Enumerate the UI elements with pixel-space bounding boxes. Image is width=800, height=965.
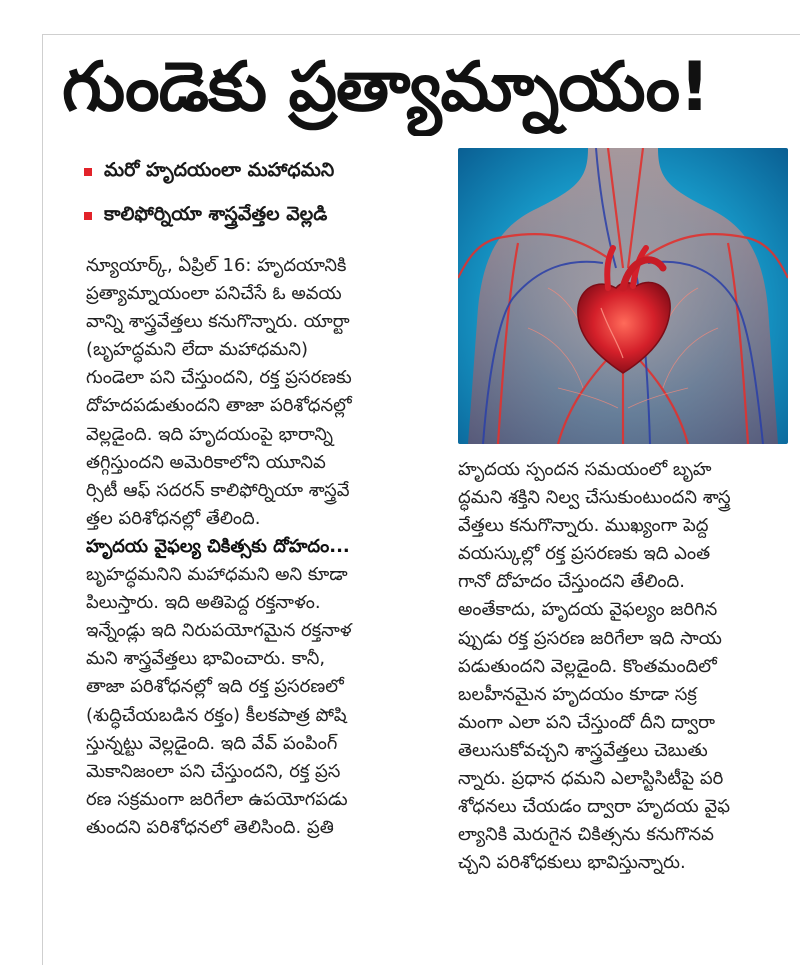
body-line: గుండెలా పని చేస్తుందని, రక్త ప్రసరణకు — [86, 367, 352, 389]
body-line: ర్సిటీ ఆఫ్ సదరన్ కాలిఫోర్నియా శాస్త్రవే — [86, 479, 350, 501]
body-line: బృహద్ధమనిని మహాధమని అని కూడా — [86, 564, 348, 586]
body-line: మని శాస్త్రవేత్తలు భావించారు. కానీ, — [86, 648, 326, 670]
body-line: గానో దోహదం చేస్తుందని తేలింది. — [458, 571, 685, 593]
body-line: న్యూయార్క్, ఏప్రిల్ 16: హృదయానికి — [86, 255, 347, 276]
body-line: శోధనలు చేయడం ద్వారా హృదయ వైఫ — [458, 796, 730, 818]
subheading: హృదయ వైఫల్య చికిత్సకు దోహదం... — [86, 535, 350, 557]
left-column — [86, 252, 446, 842]
circulatory-system-illustration — [458, 148, 788, 444]
body-line: ఇన్నేండ్లు ఇది నిరుపయోగమైన రక్తనాళ — [86, 620, 352, 642]
bullet-item — [84, 150, 454, 194]
headline: గుండెకు ప్రత్యామ్నాయం! — [62, 48, 710, 127]
body-line: తాజా పరిశోధనల్లో ఇది రక్త ప్రసరణలో — [86, 676, 344, 698]
body-line: తెలుసుకోవచ్చని శాస్త్రవేత్తలు చెబుతు — [458, 739, 708, 761]
body-line: ల్యానికి మెరుగైన చికిత్సను కనుగొనవ — [458, 824, 714, 846]
bullet-text: మరో హృదయంలా మహాధమని — [104, 158, 335, 181]
circulatory-system-graphic — [458, 148, 788, 444]
body-line: వాన్ని శాస్త్రవేత్తలు కనుగొన్నారు. యార్టా — [86, 311, 350, 333]
body-line: మెకానిజంలా పని చేస్తుందని, రక్త ప్రస — [86, 760, 341, 782]
bullet-item — [84, 194, 454, 238]
body-line: (బృహద్ధమని లేదా మహాధమని) — [86, 339, 308, 361]
body-line: హృదయ స్పందన సమయంలో బృహ — [458, 459, 712, 480]
body-line: త్తల పరిశోధనల్లో తేలింది. — [86, 507, 261, 529]
bullet-square-icon — [84, 212, 92, 220]
body-line: తుందని పరిశోధనలో తెలిసింది. ప్రతి — [86, 816, 334, 838]
body-line: రణ సక్రమంగా జరిగేలా ఉపయోగపడు — [86, 788, 348, 810]
body-line: బలహీనమైన హృదయం కూడా సక్ర — [458, 683, 697, 705]
body-line: అంతేకాదు, హృదయ వైఫల్యం జరిగిన — [458, 599, 718, 621]
body-line: ప్రత్యామ్నాయంలా పనిచేసే ఓ అవయ — [86, 283, 342, 305]
body-line: (శుద్ధిచేయబడిన రక్తం) కీలకపాత్ర పోషి — [86, 704, 347, 726]
body-line: న్నారు. ప్రధాన ధమని ఎలాస్టిసిటీపై పరి — [458, 768, 724, 790]
body-line: పిలుస్తారు. ఇది అతిపెద్ద రక్తనాళం. — [86, 592, 321, 614]
body-line: తగ్గిస్తుందని అమెరికాలోని యూనివ — [86, 451, 326, 473]
bullet-square-icon — [84, 168, 92, 176]
body-line: మంగా ఎలా పని చేస్తుందో దీని ద్వారా — [458, 711, 715, 733]
bullet-text: కాలిఫోర్నియా శాస్త్రవేత్తల వెల్లడి — [104, 202, 328, 225]
body-line: వయస్కుల్లో రక్త ప్రసరణకు ఇది ఎంత — [458, 543, 711, 565]
body-line: స్తున్నట్టు వెల్లడైంది. ఇది వేవ్ పంపింగ్ — [86, 732, 338, 754]
frame-left-rule — [42, 34, 43, 965]
body-line: వెల్లడైంది. ఇది హృదయంపై భారాన్ని — [86, 423, 334, 445]
body-line: వేత్తలు కనుగొన్నారు. ముఖ్యంగా పెద్ద — [458, 515, 709, 537]
frame-top-rule — [42, 34, 800, 35]
body-line: దోహదపడుతుందని తాజా పరిశోధనల్లో — [86, 395, 352, 417]
body-line: చ్చని పరిశోధకులు భావిస్తున్నారు. — [458, 852, 686, 874]
body-line: ప్పుడు రక్త ప్రసరణ జరిగేలా ఇది సాయ — [458, 627, 722, 649]
bullet-list — [84, 150, 454, 238]
right-column — [458, 456, 798, 877]
body-line: పడుతుందని వెల్లడైంది. కొంతమందిలో — [458, 655, 717, 677]
body-line: ద్ధమని శక్తిని నిల్వ చేసుకుంటుందని శాస్త్ర — [458, 487, 731, 509]
